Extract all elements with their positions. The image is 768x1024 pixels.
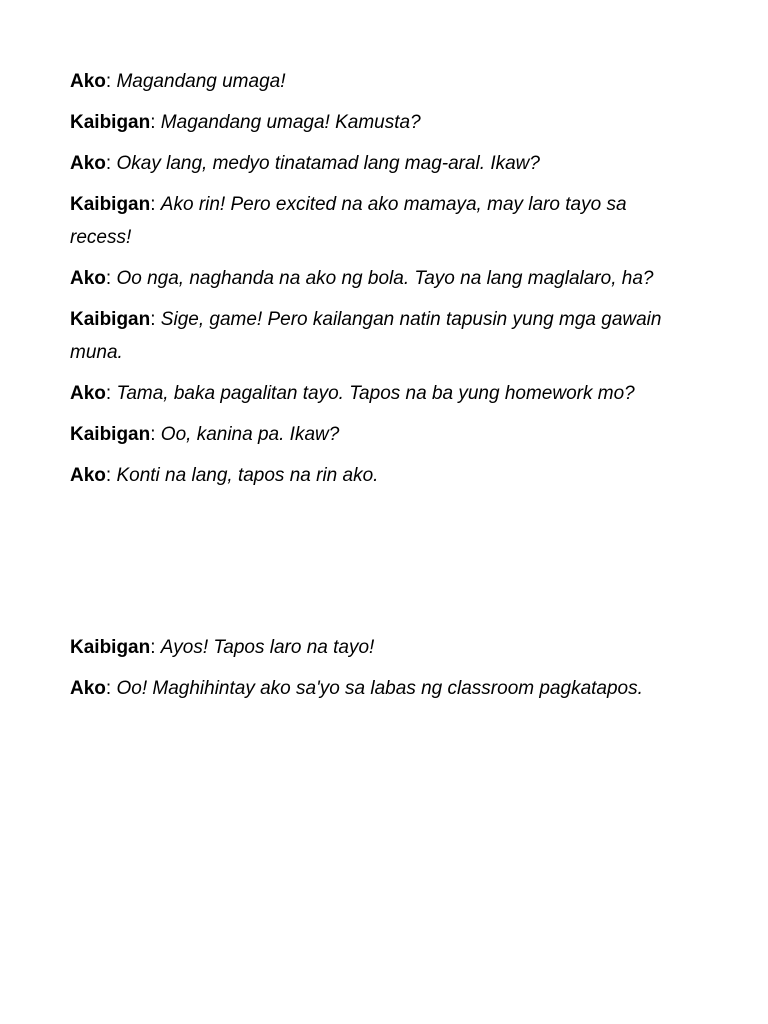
dialogue-text: Okay lang, medyo tinatamad lang mag-aral. Ikaw? xyxy=(116,153,540,174)
dialogue-line xyxy=(70,188,690,254)
speaker-separator: : xyxy=(105,71,117,92)
dialogue-line xyxy=(70,631,690,664)
dialogue-text: Oo! Maghihintay ako sa'yo sa labas ng classroom pagkatapos. xyxy=(116,678,643,699)
speaker-name: Ako xyxy=(70,678,106,699)
speaker-name: Kaibigan xyxy=(70,637,151,658)
speaker-separator: : xyxy=(105,153,117,174)
dialogue-text: Ako rin! Pero excited na ako mamaya, may laro tayo sa recess! xyxy=(70,194,627,248)
speaker-separator: : xyxy=(105,383,117,404)
dialogue-text: Magandang umaga! xyxy=(116,71,286,92)
dialogue-text: Oo nga, naghanda na ako ng bola. Tayo na lang maglalaro, ha? xyxy=(116,268,654,289)
speaker-separator: : xyxy=(150,112,161,133)
speaker-name: Ako xyxy=(70,268,106,289)
speaker-name: Kaibigan xyxy=(70,194,151,215)
speaker-separator: : xyxy=(105,678,117,699)
dialogue-line xyxy=(70,147,690,180)
speaker-name: Kaibigan xyxy=(70,112,151,133)
dialogue-block-continued xyxy=(70,631,690,705)
speaker-name: Ako xyxy=(70,71,106,92)
dialogue-line xyxy=(70,303,690,369)
dialogue-text: Magandang umaga! Kamusta? xyxy=(160,112,421,133)
dialogue-line xyxy=(70,262,690,295)
dialogue-text: Oo, kanina pa. Ikaw? xyxy=(160,424,340,445)
speaker-separator: : xyxy=(150,309,161,330)
blank-space xyxy=(70,492,690,631)
speaker-name: Ako xyxy=(70,153,106,174)
dialogue-line xyxy=(70,418,690,451)
speaker-name: Kaibigan xyxy=(70,309,151,330)
dialogue-text: Konti na lang, tapos na rin ako. xyxy=(116,465,379,486)
speaker-separator: : xyxy=(105,268,117,289)
dialogue-line xyxy=(70,459,690,492)
speaker-name: Ako xyxy=(70,383,106,404)
speaker-separator: : xyxy=(150,637,161,658)
dialogue-text: Tama, baka pagalitan tayo. Tapos na ba yung homework mo? xyxy=(116,383,635,404)
dialogue-text: Sige, game! Pero kailangan natin tapusin yung mga gawain muna. xyxy=(70,309,662,363)
speaker-name: Ako xyxy=(70,465,106,486)
dialogue-block xyxy=(70,65,690,492)
speaker-separator: : xyxy=(150,424,161,445)
speaker-name: Kaibigan xyxy=(70,424,151,445)
dialogue-line xyxy=(70,672,690,705)
document-page xyxy=(70,65,690,705)
dialogue-text: Ayos! Tapos laro na tayo! xyxy=(160,637,375,658)
dialogue-line xyxy=(70,65,690,98)
dialogue-line xyxy=(70,377,690,410)
speaker-separator: : xyxy=(150,194,161,215)
dialogue-line xyxy=(70,106,690,139)
speaker-separator: : xyxy=(105,465,117,486)
